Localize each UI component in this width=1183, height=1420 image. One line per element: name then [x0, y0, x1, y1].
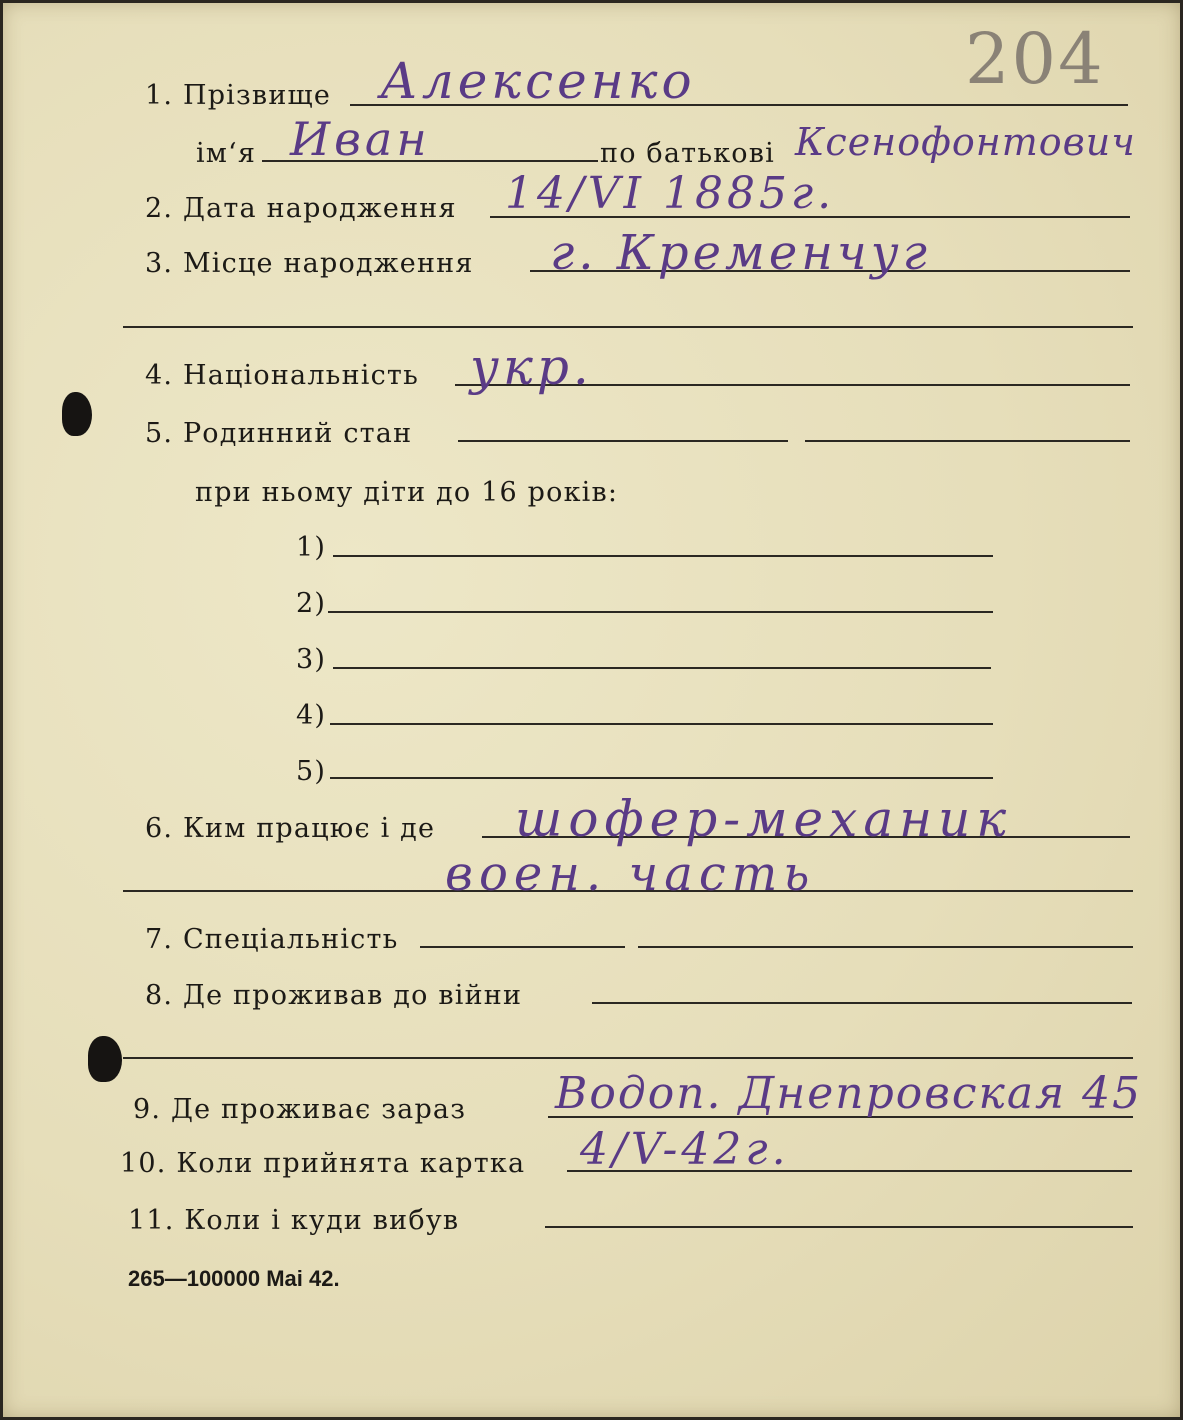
child-5-line [330, 777, 993, 779]
departure-label: 11. Коли і куди вибув [128, 1205, 460, 1236]
current-residence-value: Водоп. Днепровская 45 [555, 1068, 1143, 1119]
birthplace-value: г. Кременчуг [550, 225, 931, 281]
birthplace-line-2 [123, 326, 1133, 328]
name-label: ім‘я [196, 138, 257, 169]
print-code: 265—100000 Mai 42. [128, 1266, 340, 1291]
marital-status-line [458, 440, 788, 442]
child-2-label: 2) [296, 588, 327, 619]
child-1-label: 1) [296, 532, 327, 563]
departure-line [545, 1226, 1133, 1228]
child-3-line [333, 667, 991, 669]
punch-hole-bottom [88, 1036, 122, 1082]
birthdate-value: 14/VI 1885г. [505, 168, 836, 219]
card-accepted-value: 4/V-42г. [580, 1124, 790, 1175]
prewar-residence-label: 8. Де проживав до війни [145, 980, 523, 1011]
card-accepted-label: 10. Коли прийнята картка [120, 1148, 526, 1179]
prewar-residence-line-2 [123, 1057, 1133, 1059]
occupation-value: шофер-механик [515, 790, 1013, 848]
patronymic-value: Ксенофонтович [795, 120, 1136, 164]
occupation-label: 6. Ким працює і де [145, 813, 436, 844]
child-4-label: 4) [296, 700, 327, 731]
prewar-residence-line [592, 1002, 1132, 1004]
occupation-value-2: воен. часть [445, 846, 816, 902]
marital-status-label: 5. Родинний стан [145, 418, 413, 449]
nationality-value: укр. [470, 338, 593, 396]
speciality-label: 7. Спеціальність [145, 924, 399, 955]
patronymic-label: по батькові [600, 138, 775, 169]
punch-hole-top [62, 392, 92, 436]
child-4-line [330, 723, 993, 725]
surname-label: 1. Прізвище [145, 80, 332, 111]
birthplace-label: 3. Місце народження [145, 248, 474, 279]
child-2-line [328, 611, 993, 613]
speciality-line-b [638, 946, 1133, 948]
corner-number: 204 [965, 18, 1105, 100]
birthdate-label: 2. Дата народження [145, 193, 457, 224]
speciality-line [420, 946, 625, 948]
child-3-label: 3) [296, 644, 327, 675]
child-5-label: 5) [296, 756, 327, 787]
marital-status-line-b [805, 440, 1130, 442]
nationality-label: 4. Національність [145, 360, 419, 391]
surname-value: Алексенко [380, 52, 696, 110]
current-residence-label: 9. Де проживає зараз [133, 1094, 467, 1125]
name-value: Иван [290, 112, 431, 166]
children-label: при ньому діти до 16 років: [195, 477, 619, 508]
child-1-line [333, 555, 993, 557]
